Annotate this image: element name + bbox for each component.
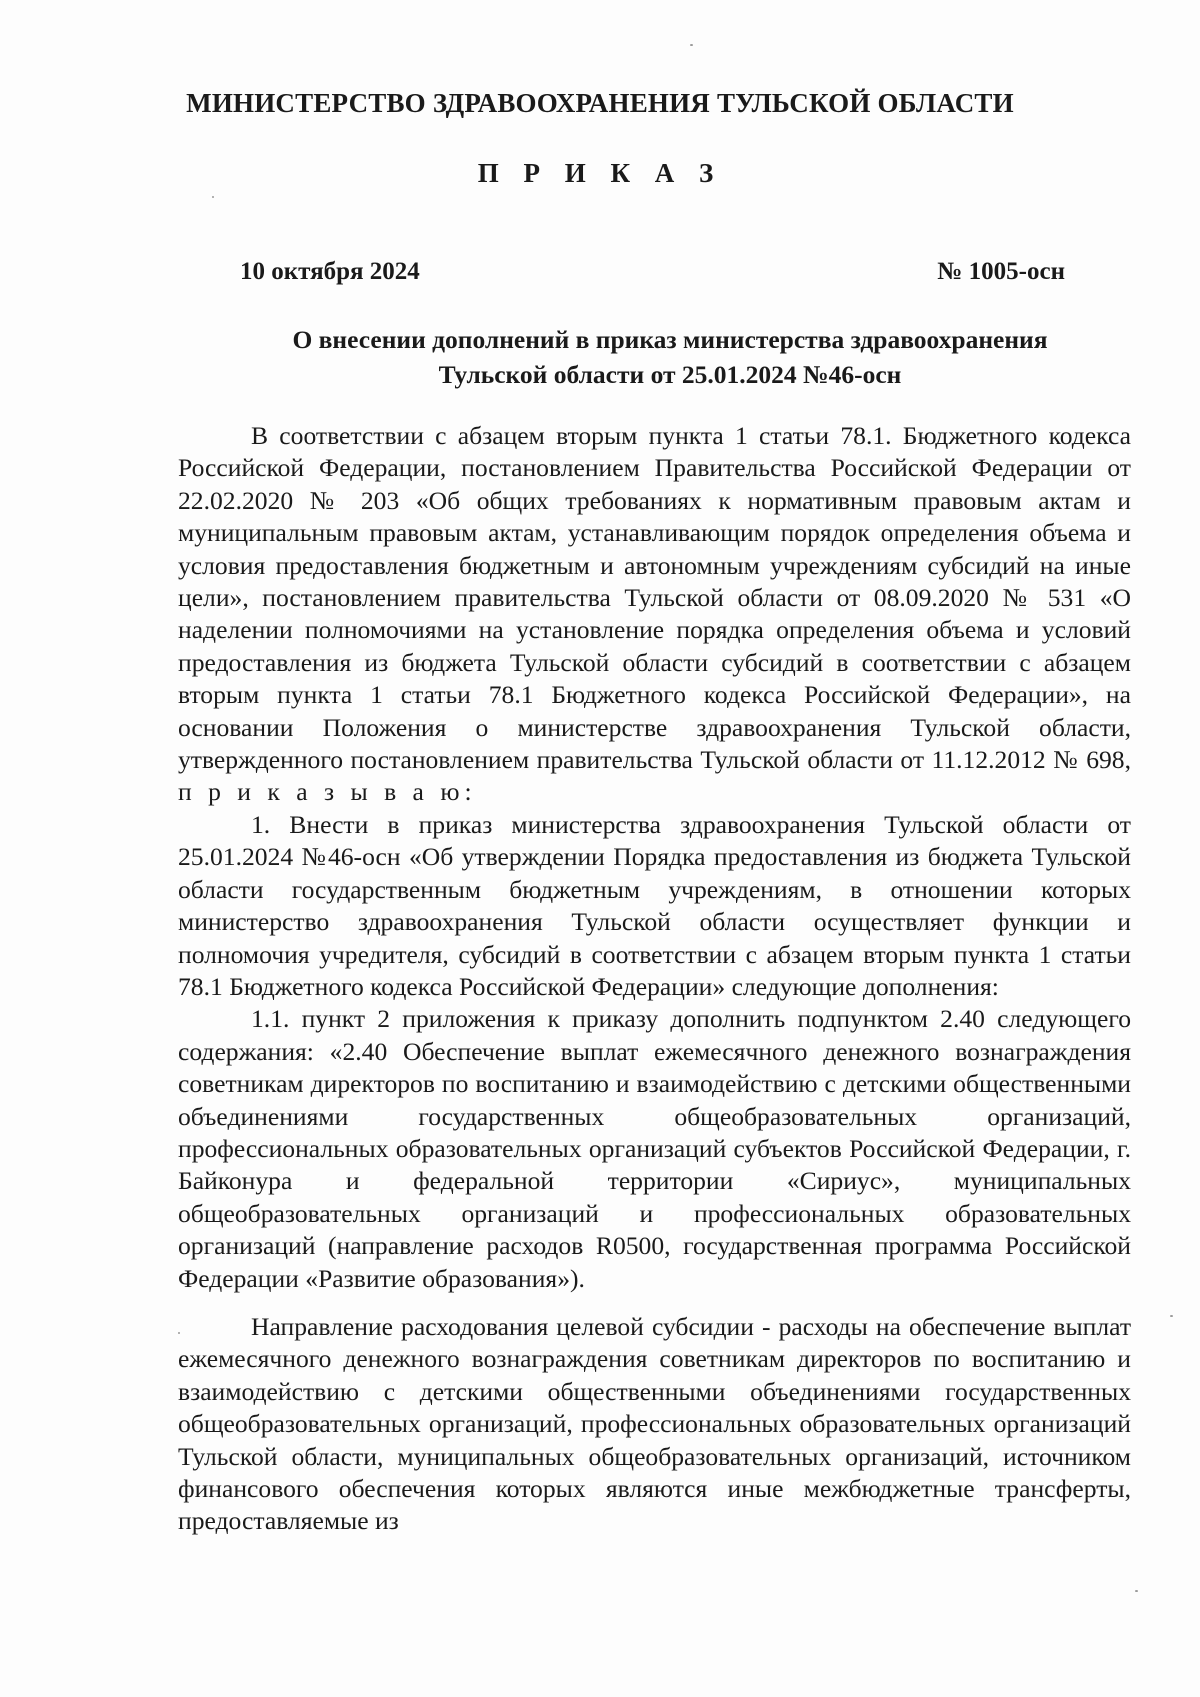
preamble-paragraph xyxy=(178,420,1131,809)
order-body xyxy=(178,420,1131,1538)
order-subject xyxy=(230,322,1110,392)
order-date: 10 октября 2024 xyxy=(240,258,420,285)
item-1-1-paragraph: 1.1. пункт 2 приложения к приказу дополнить подпунктом 2.40 следующего содержания: «2.40 Обеспечение выплат ежемесячного денежного вознаграждения советникам директоров по воспитанию и взаимодействию с детскими общественными объединениями государственных общеобразовательных организаций, профессиональных образовательных организаций субъектов Российской Федерации, г. Байконура и федеральной территории «Сириус», муниципальных общеобразовательных организаций и профессиональных образовательных организаций (направление расходов R0500, государственная программа Российской Федерации «Развитие образования»). xyxy=(178,1004,1131,1293)
orders-word: п р и к а з ы в а ю: xyxy=(178,777,477,807)
document-type-title: П Р И К А З xyxy=(477,158,723,188)
scan-speck xyxy=(1170,1315,1173,1317)
order-subject-line-2: Тульской области от 25.01.2024 №46-осн xyxy=(438,360,902,389)
preamble-text: В соответствии с абзацем вторым пункта 1 статьи 78.1. Бюджетного кодекса Российской Федерации, постановлением Правительства Российской Федерации от 22.02.2020 № 203 «Об общих требованиях к нормативным правовым актам и муниципальным правовым актам, устанавливающим порядок определения объема и условия предоставления бюджетным и автономным учреждениям субсидий на иные цели», постановлением правительства Тульской области от 08.09.2020 № 531 «О наделении полномочиями на установление порядка определения объема и условий предоставления из бюджета Тульской области субсидий в соответствии с абзацем вторым пункта 1 статьи 78.1 Бюджетного кодекса Российской Федерации», на основании Положения о министерстве здравоохранения Тульской области, утвержденного постановлением правительства Тульской области от 11.12.2012 № 698, xyxy=(178,421,1131,775)
item-1-paragraph: 1. Внести в приказ министерства здравоохранения Тульской области от 25.01.2024 №46-осн «Об утверждении Порядка предоставления из бюджета Тульской области государственным бюджетным учреждениям, в отношении которых министерство здравоохранения Тульской области осуществляет функции и полномочия учредителя, субсидий в соответствии с абзацем вторым пункта 1 статьи 78.1 Бюджетного кодекса Российской Федерации» следующие дополнения: xyxy=(178,809,1131,1001)
direction-paragraph: Направление расходования целевой субсидии - расходы на обеспечение выплат ежемесячного денежного вознаграждения советникам директоров по воспитанию и взаимодействию с детскими общественными объединениями государственных общеобразовательных организаций, профессиональных образовательных организаций Тульской области, муниципальных общеобразовательных организаций, источником финансового обеспечения которых являются иные межбюджетные трансферты, предоставляемые из xyxy=(178,1311,1131,1536)
scan-speck xyxy=(212,196,214,198)
order-subject-line-1: О внесении дополнений в приказ министерства здравоохранения xyxy=(292,325,1048,354)
scan-speck xyxy=(690,44,693,46)
order-number: № 1005-осн xyxy=(937,258,1065,285)
scan-speck xyxy=(1135,1590,1138,1592)
scan-speck xyxy=(178,1332,180,1334)
ministry-header: МИНИСТЕРСТВО ЗДРАВООХРАНЕНИЯ ТУЛЬСКОЙ ОБЛАСТИ xyxy=(186,88,1014,118)
